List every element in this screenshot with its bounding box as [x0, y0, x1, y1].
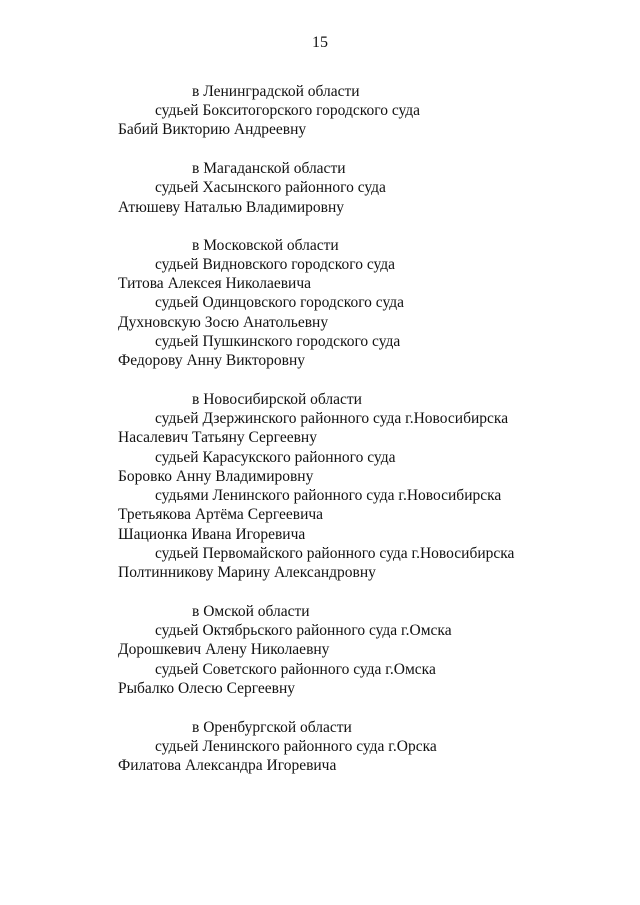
judge-name: Духновскую Зосю Анатольевну — [118, 314, 329, 331]
judge-name: Бабий Викторию Андреевну — [118, 121, 307, 138]
court-line: судьями Ленинского районного суда г.Новосибирска — [155, 487, 502, 504]
judge-name: Третьякова Артёма Сергеевича — [118, 506, 324, 523]
court-line: судьей Хасынского районного суда — [155, 179, 386, 196]
judge-name: Дорошкевич Алену Николаевну — [118, 641, 330, 658]
region-heading: в Оренбургской области — [192, 719, 352, 736]
judge-name: Рыбалко Олесю Сергеевну — [118, 680, 296, 697]
region-heading: в Ленинградской области — [192, 83, 360, 100]
judge-name: Насалевич Татьяну Сергеевну — [118, 429, 317, 446]
court-line: судьей Дзержинского районного суда г.Новосибирска — [155, 410, 509, 427]
judge-name: Боровко Анну Владимировну — [118, 468, 314, 485]
judge-name: Федорову Анну Викторовну — [118, 352, 306, 369]
judge-name: Атюшеву Наталью Владимировну — [118, 199, 345, 216]
court-line: судьей Ленинского районного суда г.Орска — [155, 738, 437, 755]
judge-name: Титова Алексея Николаевича — [118, 275, 312, 292]
court-line: судьей Карасукского районного суда — [155, 449, 396, 466]
court-line: судьей Бокситогорского городского суда — [155, 102, 421, 119]
court-line: судьей Октябрьского районного суда г.Омска — [155, 622, 452, 639]
court-line: судьей Первомайского районного суда г.Новосибирска — [155, 545, 515, 562]
court-line: судьей Одинцовского городского суда — [155, 294, 405, 311]
judge-name: Шационка Ивана Игоревича — [118, 526, 306, 543]
region-heading: в Омской области — [192, 603, 310, 620]
region-heading: в Магаданской области — [192, 160, 346, 177]
court-line: судьей Пушкинского городского суда — [155, 333, 401, 350]
court-line: судьей Видновского городского суда — [155, 256, 396, 273]
page-number: 15 — [312, 34, 328, 51]
region-heading: в Новосибирской области — [192, 391, 362, 408]
court-line: судьей Советского районного суда г.Омска — [155, 661, 436, 678]
judge-name: Филатова Александра Игоревича — [118, 757, 337, 774]
region-heading: в Московской области — [192, 237, 339, 254]
judge-name: Полтинникову Марину Александровну — [118, 564, 376, 581]
